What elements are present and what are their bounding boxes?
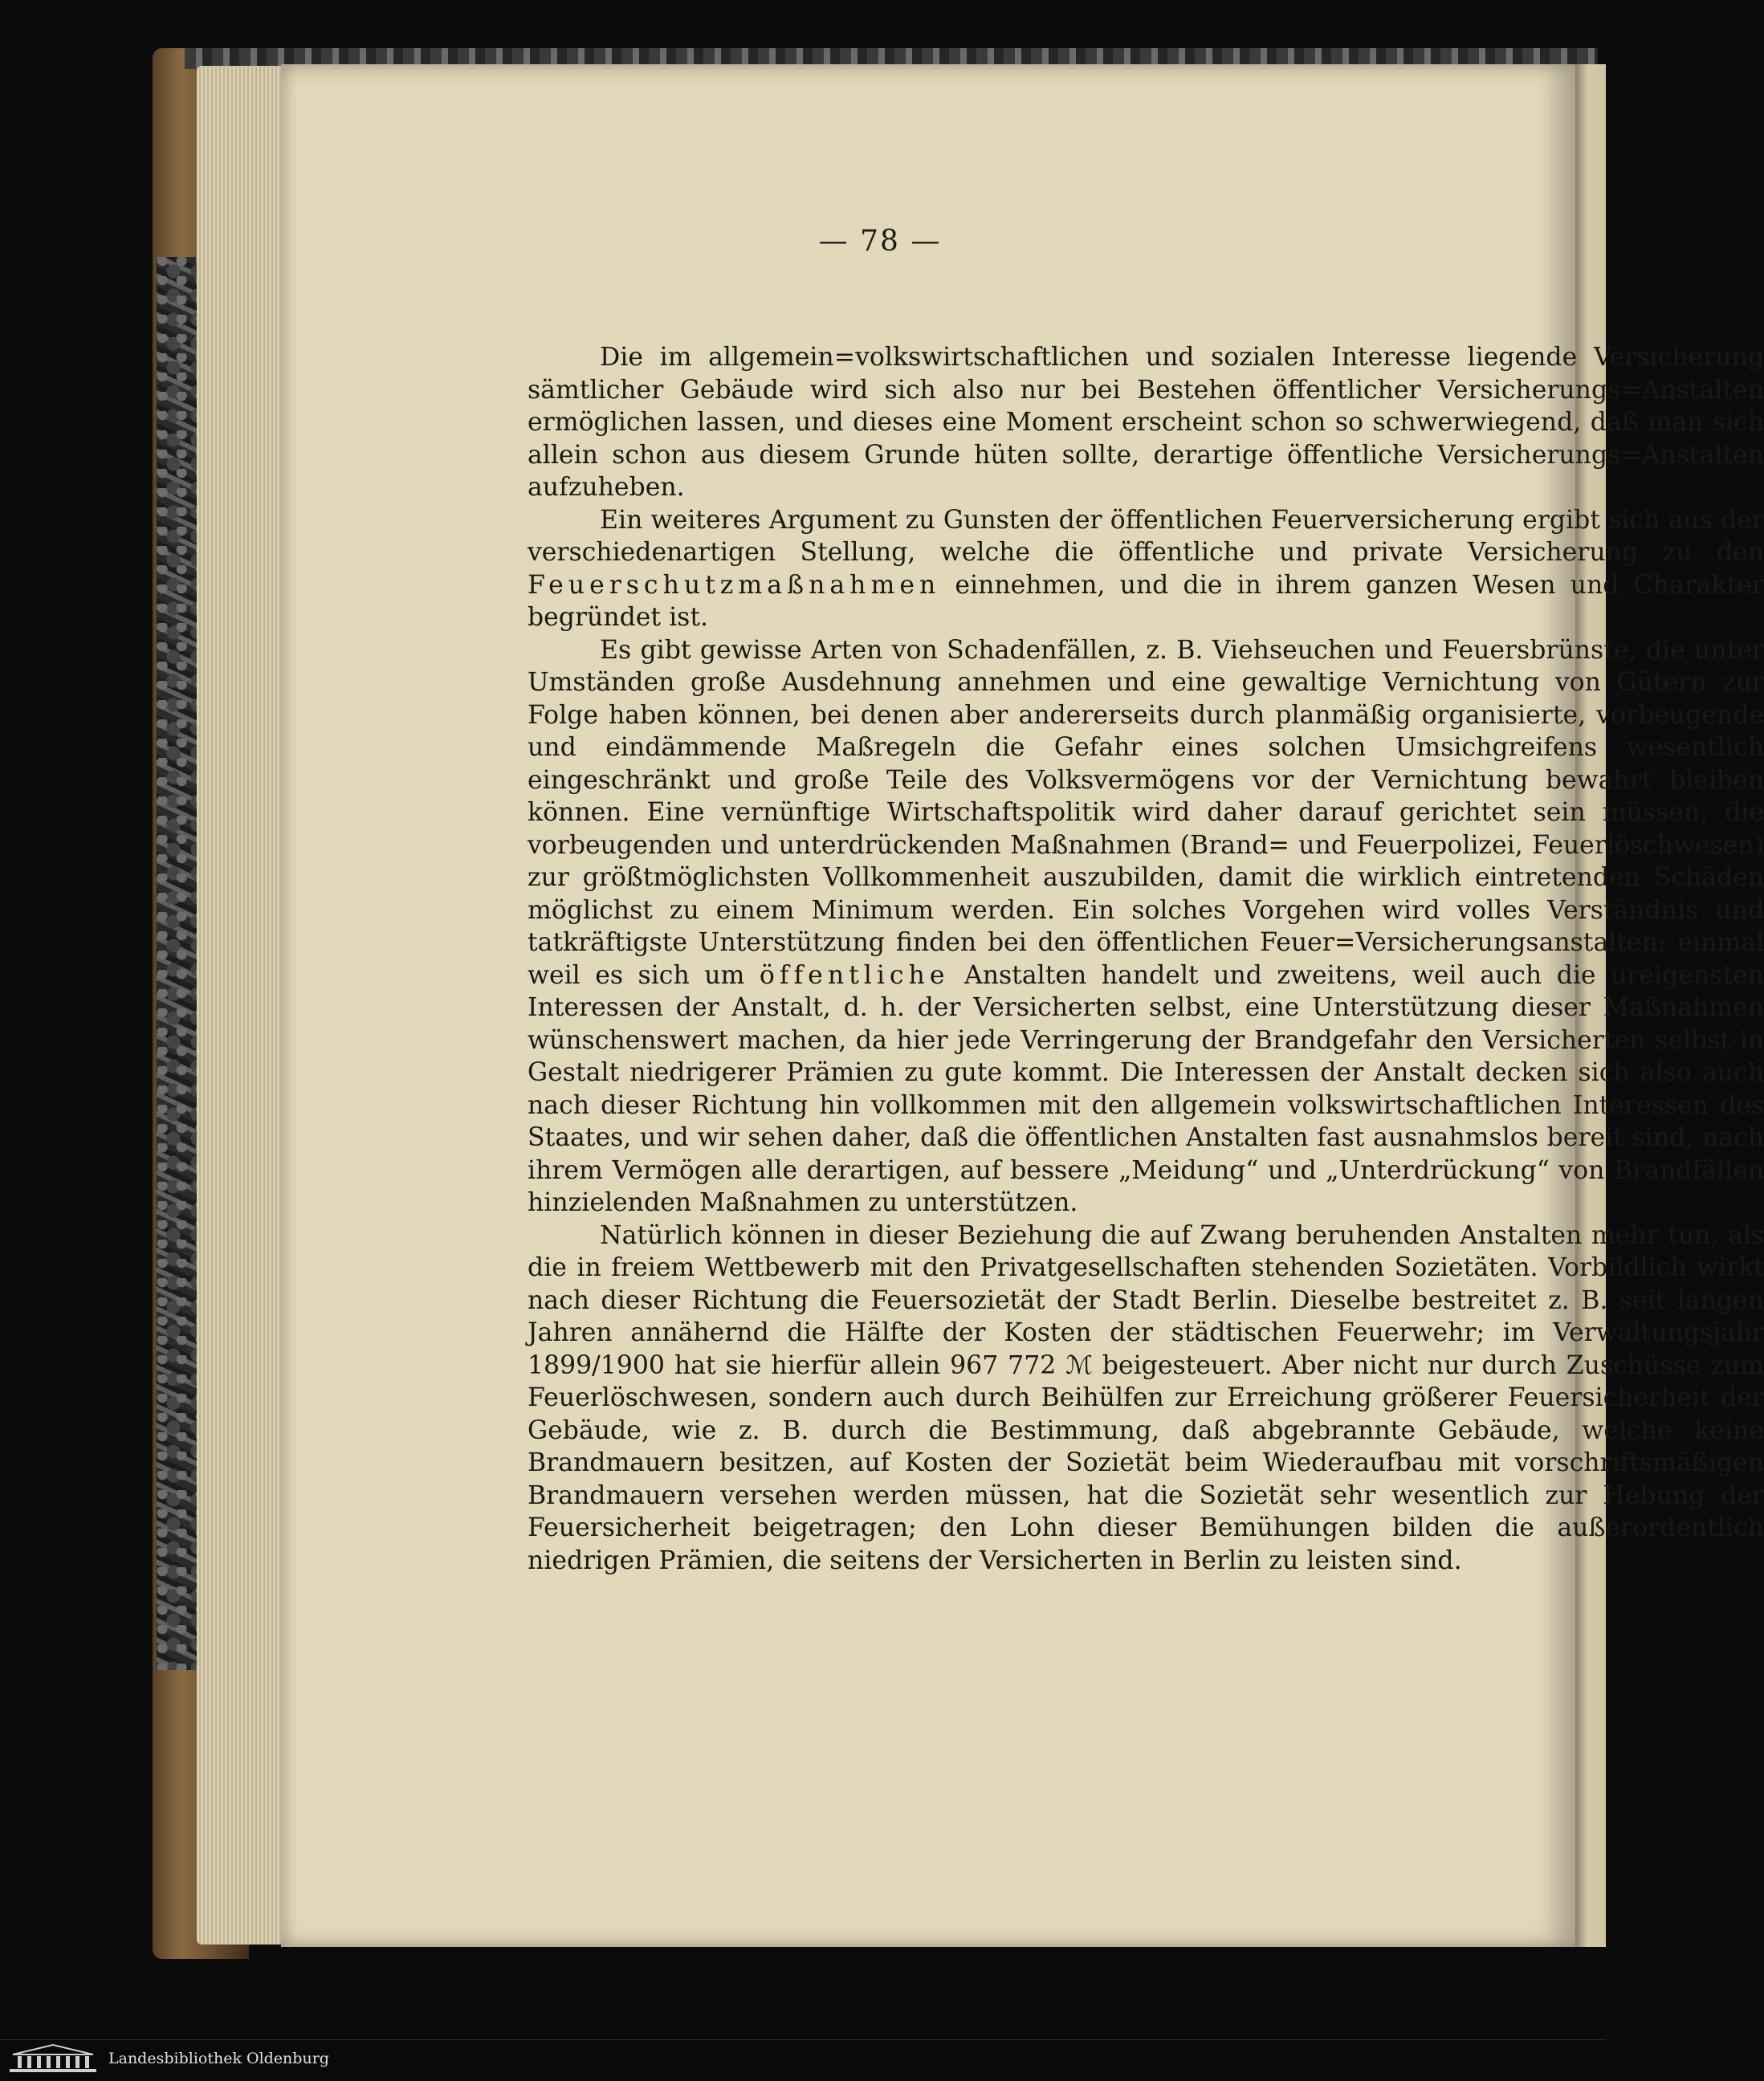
paragraph-2-text-a: Ein weiteres Argument zu Gunsten der öffentlichen Feuerversicherung ergibt sich aus der verschiedenartigen Stellung, welche die öffentliche und private Versicherung zu den (528, 505, 1764, 567)
paragraph-1-text: Die im allgemein=volkswirtschaftlichen und sozialen Interesse liegende Versicherung sämtlicher Gebäude wird sich also nur bei Bestehen öffentlicher Versicherungs=Anstalten ermöglichen lassen, und dieses eine Moment erscheint schon so schwerwiegend, daß man sich allein schon aus diesem Grunde hüten sollte, derartige öffentliche Versicherungs=Anstalten aufzuheben. (528, 343, 1764, 502)
book-page (281, 64, 1764, 1947)
paragraph-3-text-b: Anstalten handelt und zweitens, weil auch die ureigensten Interessen der Anstalt, d. h. der Versicherten selbst, eine Unterstützung dieser Maßnahmen wünschenswert machen, da hier jede Verringerung der Brandgefahr den Versicherten selbst in Gestalt niedrigerer Prämien zu gute kommt. Die Interessen der Anstalt decken sich also auch nach dieser Richtung hin vollkommen mit den allgemein volkswirtschaftlichen Interessen des Staates, und wir sehen daher, daß die öffentlichen Anstalten fast ausnahmslos bereit sind, nach ihrem Vermögen alle derartigen, auf bessere „Meidung“ und „Unterdrückung“ von Brandfällen hinzielenden Maßnahmen zu unterstützen. (528, 960, 1764, 1217)
page-number: — 78 — (818, 225, 942, 258)
paragraph-3 (528, 634, 1764, 1220)
paragraph-4-text: Natürlich können in dieser Beziehung die auf Zwang beruhenden Anstalten mehr tun, als die in freiem Wettbewerb mit den Privatgesellschaften stehenden Sozietäten. Vorbildlich wirkt nach dieser Richtung die Feuersozietät der Stadt Berlin. Dieselbe bestreitet z. B. seit langen Jahren annähernd die Hälfte der Kosten der städtischen Feuerwehr; im Verwaltungsjahr 1899/1900 hat sie hierfür allein 967 772 ℳ beigesteuert. Aber nicht nur durch Zuschüsse zum Feuerlöschwesen, sondern auch durch Beihülfen zur Erreichung größerer Feuersicherheit der Gebäude, wie z. B. durch die Bestimmung, daß abgebrannte Gebäude, welche keine Brandmauern besitzen, auf Kosten der Sozietät beim Wiederaufbau mit vorschriftsmäßigen Brandmauern versehen werden müssen, hat die Sozietät sehr wesentlich zur Hebung der Feuersicherheit beigetragen; den Lohn dieser Bemühungen bilden die außerordentlich niedrigen Prämien, die seitens der Versicherten in Berlin zu leisten sind. (528, 1220, 1764, 1575)
marbled-spine (157, 257, 201, 1670)
paragraph-3-text-a: Es gibt gewisse Arten von Schadenfällen, z. B. Viehseuchen und Feuersbrünste, die unter Umständen große Ausdehnung annehmen und eine gewaltige Vernichtung von Gütern zur Folge haben können, bei denen aber andererseits durch planmäßig organisierte, vorbeugende und eindämmende Maßregeln die Gefahr eines solchen Umsichgreifens wesentlich eingeschränkt und große Teile des Volksvermögens vor der Vernichtung bewahrt bleiben können. Eine vernünftige Wirtschaftspolitik wird daher darauf gerichtet sein müssen, die vorbeugenden und unterdrückenden Maßnahmen (Brand= und Feuerpolizei, Feuerlöschwesen) zur größtmöglichsten Vollkommenheit auszubilden, damit die wirklich eintretenden Schäden möglichst zu einem Minimum werden. Ein solches Vorgehen wird volles Verständnis und tatkräftigste Unterstützung finden bei den öffentlichen Feuer=Versicherungsanstalten; einmal weil es sich um (528, 635, 1764, 990)
page-stack-edge (197, 66, 285, 1945)
page-text (528, 341, 1764, 1577)
paragraph-1 (528, 341, 1764, 504)
footer-library-name: Landesbibliothek Oldenburg (108, 2050, 329, 2067)
emphasis-feuerschutz: Feuerschutzmaßnahmen (528, 570, 941, 600)
emphasis-oeffentliche: öffentliche (759, 960, 950, 990)
paragraph-4 (528, 1220, 1764, 1578)
paragraph-2-text-b: einnehmen, und die in ihrem ganzen Wesen und Charakter begründet ist. (528, 570, 1764, 632)
library-logo-icon (8, 2043, 98, 2075)
paragraph-2 (528, 504, 1764, 634)
